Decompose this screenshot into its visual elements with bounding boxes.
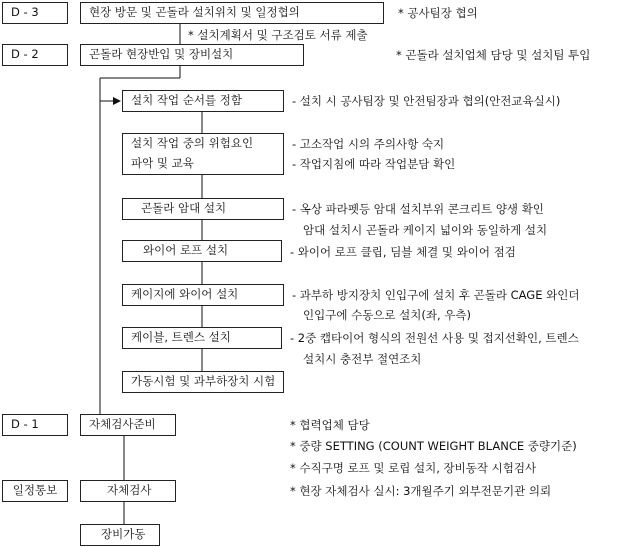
step-note: 인입구에 수동으로 설치(좌, 우측): [303, 308, 472, 322]
step-note: - 2중 캡타이어 형식의 전원선 사용 및 접지선확인, 트렌스: [290, 331, 579, 345]
step-note: - 설치 시 공사팀장 및 안전팀장과 협의(안전교육실시): [292, 94, 561, 108]
stage-task-schedule: 자체검사: [80, 480, 176, 502]
stage-note-d2: * 곤돌라 설치업체 담당 및 설치팀 투입: [396, 48, 591, 62]
d1-note: * 현장 자체검사 실시: 3개월주기 외부전문기관 의뢰: [290, 484, 552, 498]
d1-note: * 중량 SETTING (COUNT WEIGHT BLANCE 중량기준): [290, 439, 577, 453]
step-note: 설치시 충전부 절연조치: [303, 352, 422, 366]
step-note: - 과부하 방지장치 인입구에 설치 후 곤돌라 CAGE 와인더: [292, 288, 580, 302]
stage-label-d2: D - 2: [2, 44, 68, 66]
stage-label-schedule: 일정통보: [2, 480, 68, 502]
step-box: 와이어 로프 설치: [122, 240, 282, 262]
step-box: 케이블, 트렌스 설치: [122, 327, 282, 349]
stage-label-d1: D - 1: [2, 414, 68, 436]
step-box: [122, 133, 284, 175]
step-box: 케이지에 와이어 설치: [122, 284, 284, 306]
stage-task-d1: 자체검사준비: [80, 414, 176, 436]
stage-subnote-d3: * 설치계획서 및 구조검토 서류 제출: [188, 28, 368, 42]
d1-note: * 수직구명 로프 및 로립 설치, 장비동작 시험검사: [290, 461, 537, 475]
step-title-line: 파악 및 교육: [131, 156, 194, 170]
step-note: - 와이어 로프 클립, 딤블 체결 및 와이어 점검: [290, 245, 516, 259]
step-box: 설치 작업 순서를 정함: [122, 90, 284, 112]
step-note: - 고소작업 시의 주의사항 숙지: [292, 137, 445, 151]
stage-task-d3: 현장 방문 및 곤돌라 설치위치 및 일정협의: [80, 2, 384, 24]
step-box: 곤돌라 암대 설치: [122, 198, 284, 220]
stage-task-d2: 곤돌라 현장반입 및 장비설치: [80, 44, 304, 66]
stage-label-d3: D - 3: [2, 2, 68, 24]
step-box: 가동시험 및 과부하장치 시험: [122, 371, 284, 393]
stage-note-d3: * 공사팀장 협의: [398, 6, 478, 20]
step-note: 암대 설치시 곤돌라 케이지 넓이와 동일하게 설치: [303, 223, 548, 237]
step-title-line: 설치 작업 중의 위험요인: [131, 136, 254, 151]
step-note: - 옥상 파라펫등 암대 설치부위 콘크리트 양생 확인: [292, 202, 544, 216]
stage-task-final: 장비가동: [80, 524, 160, 546]
step-note: - 작업지침에 따라 작업분담 확인: [292, 157, 456, 171]
d1-note: * 협력업체 담당: [290, 418, 370, 432]
